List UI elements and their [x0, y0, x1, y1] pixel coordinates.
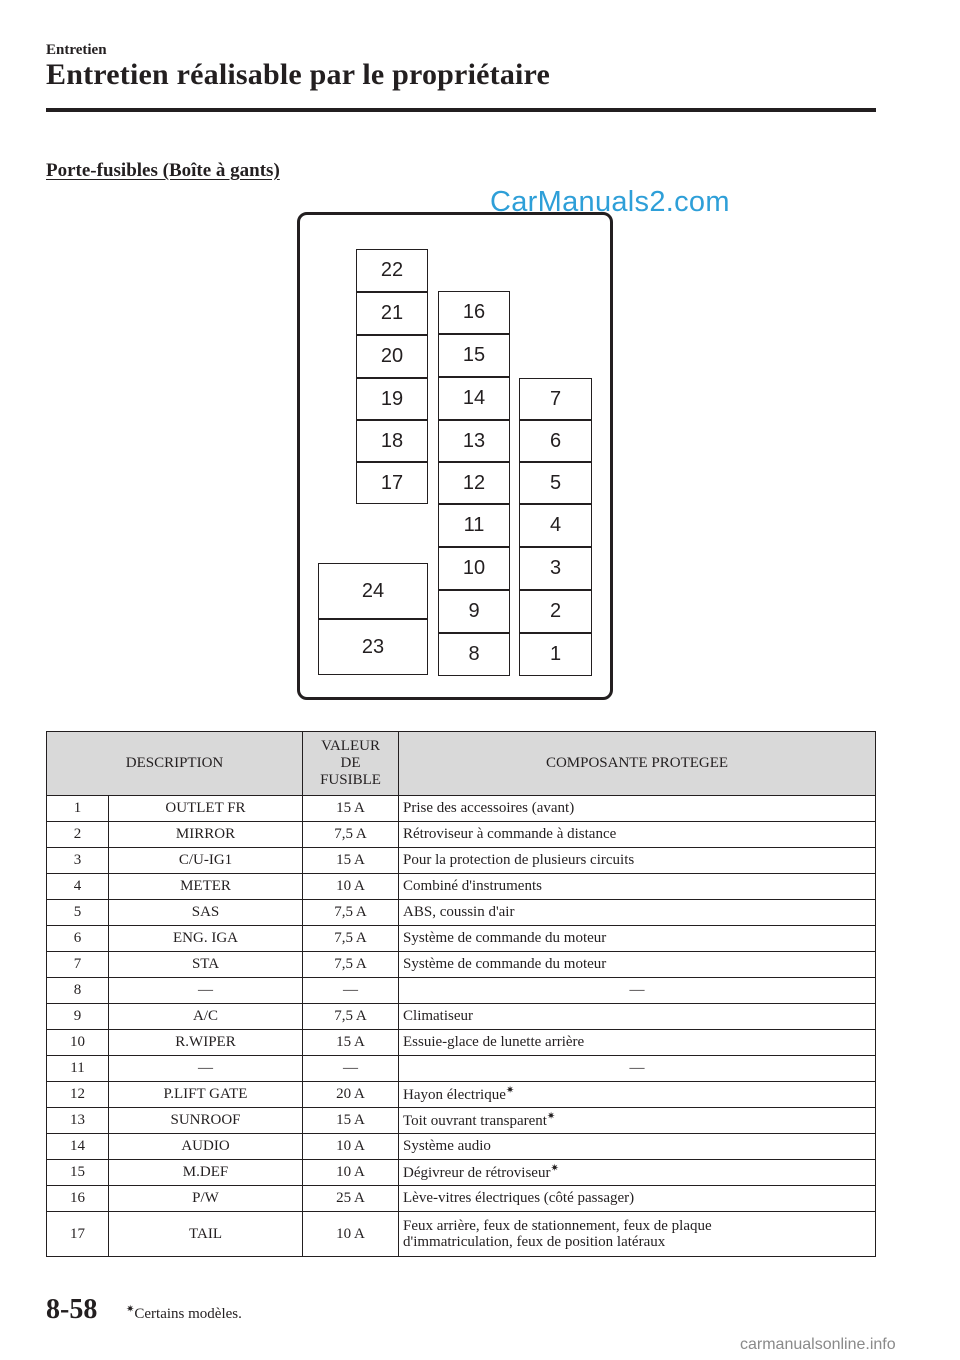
fuse-slot: 22: [356, 249, 428, 292]
fuse-number: 9: [47, 1004, 109, 1030]
protected-component: [399, 1056, 876, 1082]
fuse-number: 3: [47, 848, 109, 874]
protected-component: [399, 1134, 876, 1160]
header-value-line3: FUSIBLE: [320, 772, 381, 789]
table-row: [47, 1108, 876, 1134]
fuse-value: 10 A: [303, 874, 399, 900]
fuse-number: 6: [47, 926, 109, 952]
component-text: Rétroviseur à commande à distance: [403, 826, 617, 843]
table-row: [47, 900, 876, 926]
fuse-number: 8: [47, 978, 109, 1004]
table-row: [47, 822, 876, 848]
header-value-line2: DE: [340, 754, 361, 771]
fuse-number: 5: [47, 900, 109, 926]
fuse-number: 2: [47, 822, 109, 848]
component-text: —: [629, 982, 645, 999]
fuse-description: MIRROR: [109, 822, 303, 848]
fuse-slot: 23: [318, 619, 428, 675]
component-text: Lève-vitres électriques (côté passager): [403, 1190, 635, 1207]
table-row: [47, 952, 876, 978]
fuse-number: 16: [47, 1186, 109, 1212]
protected-component: [399, 926, 876, 952]
fuse-value: —: [303, 1056, 399, 1082]
protected-component: [399, 1160, 876, 1186]
fuse-value: 25 A: [303, 1186, 399, 1212]
fuse-description: A/C: [109, 1004, 303, 1030]
fuse-slot: 16: [438, 291, 510, 334]
table-row: [47, 1004, 876, 1030]
fuse-number: 12: [47, 1082, 109, 1108]
fuse-value: 15 A: [303, 796, 399, 822]
fuse-slot: 7: [519, 378, 592, 420]
fuse-description: STA: [109, 952, 303, 978]
fuse-description: C/U-IG1: [109, 848, 303, 874]
component-text: Système de commande du moteur: [403, 930, 607, 947]
watermark: CarManuals2.com: [490, 186, 730, 218]
header-value-line1: VALEUR: [321, 737, 380, 754]
fuse-value: —: [303, 978, 399, 1004]
fuse-value: 10 A: [303, 1212, 399, 1257]
table-row: [47, 1212, 876, 1257]
footnote: [126, 1304, 242, 1323]
component-text: Système de commande du moteur: [403, 956, 607, 973]
fuse-description: P.LIFT GATE: [109, 1082, 303, 1108]
fuse-slot: 14: [438, 377, 510, 420]
page-title: Entretien réalisable par le propriétaire: [46, 58, 551, 91]
table-row: [47, 1186, 876, 1212]
protected-component: [399, 874, 876, 900]
fuse-description: SAS: [109, 900, 303, 926]
component-text: Climatiseur: [403, 1008, 474, 1025]
protected-component: [399, 848, 876, 874]
fuse-slot: 8: [438, 633, 510, 676]
table-row: [47, 1134, 876, 1160]
fuse-slot: 5: [519, 462, 592, 504]
protected-component: [399, 952, 876, 978]
protected-component: [399, 978, 876, 1004]
fuse-slot: 20: [356, 335, 428, 378]
component-text: Dégivreur de rétroviseur: [403, 1165, 551, 1182]
optional-star-mark: ✷: [546, 1111, 556, 1123]
protected-component: [399, 1082, 876, 1108]
fuse-description: R.WIPER: [109, 1030, 303, 1056]
fuse-value: 10 A: [303, 1134, 399, 1160]
fuse-value: 15 A: [303, 848, 399, 874]
fuse-value: 20 A: [303, 1082, 399, 1108]
fuse-description: METER: [109, 874, 303, 900]
component-text: Prise des accessoires (avant): [403, 800, 575, 817]
fuse-value: 7,5 A: [303, 926, 399, 952]
protected-component: [399, 1030, 876, 1056]
fuse-description: TAIL: [109, 1212, 303, 1257]
fuse-table: [46, 731, 876, 1257]
component-text: Feux arrière, feux de stationnement, feux de plaque: [403, 1217, 712, 1234]
protected-component: [399, 900, 876, 926]
optional-star-mark: ✷: [550, 1163, 559, 1175]
fuse-value: 10 A: [303, 1160, 399, 1186]
protected-component: [399, 1004, 876, 1030]
header-description: DESCRIPTION: [47, 732, 303, 796]
protected-component: [399, 1212, 876, 1257]
fuse-slot: 12: [438, 462, 510, 504]
footer-site: carmanualsonline.info: [740, 1336, 896, 1353]
fuse-slot: 11: [438, 504, 510, 547]
component-text: —: [629, 1060, 645, 1077]
page-number: 8-58: [46, 1294, 98, 1325]
table-row: [47, 1082, 876, 1108]
footnote-text: Certains modèles.: [134, 1306, 242, 1322]
component-text: Toit ouvrant transparent: [403, 1113, 547, 1130]
fuse-slot: 18: [356, 420, 428, 462]
optional-star-mark: ✷: [505, 1085, 515, 1097]
fuse-slot: 15: [438, 334, 510, 377]
table-row: [47, 926, 876, 952]
fuse-number: 13: [47, 1108, 109, 1134]
fuse-slot: 4: [519, 504, 592, 547]
component-text-line2: d'immatriculation, feux de position latéraux: [403, 1234, 666, 1250]
fuse-number: 17: [47, 1212, 109, 1257]
fuse-description: ENG. IGA: [109, 926, 303, 952]
protected-component: [399, 796, 876, 822]
component-text: Hayon électrique: [403, 1087, 506, 1104]
fuse-number: 7: [47, 952, 109, 978]
fuse-description: SUNROOF: [109, 1108, 303, 1134]
fuse-value: 7,5 A: [303, 822, 399, 848]
fuse-slot: 19: [356, 378, 428, 420]
footnote-star: ✷: [126, 1304, 135, 1315]
fuse-value: 7,5 A: [303, 900, 399, 926]
table-row: [47, 1160, 876, 1186]
fuse-description: P/W: [109, 1186, 303, 1212]
component-text: Pour la protection de plusieurs circuits: [403, 852, 635, 869]
component-text: Essuie-glace de lunette arrière: [403, 1034, 585, 1051]
fuse-block-heading: Porte-fusibles (Boîte à gants): [46, 160, 280, 181]
fuse-number: 15: [47, 1160, 109, 1186]
fuse-description: AUDIO: [109, 1134, 303, 1160]
fuse-description: M.DEF: [109, 1160, 303, 1186]
table-row: [47, 796, 876, 822]
fuse-number: 11: [47, 1056, 109, 1082]
header-fuse-value: [303, 732, 399, 796]
fuse-slot: 17: [356, 462, 428, 504]
fuse-description: —: [109, 1056, 303, 1082]
fuse-value: 15 A: [303, 1030, 399, 1056]
table-header-row: [47, 732, 876, 796]
fuse-slot: 24: [318, 563, 428, 619]
section-label: Entretien: [46, 42, 107, 58]
protected-component: [399, 1108, 876, 1134]
fuse-slot: 2: [519, 590, 592, 633]
protected-component: [399, 1186, 876, 1212]
fuse-number: 10: [47, 1030, 109, 1056]
table-row: [47, 848, 876, 874]
fuse-number: 4: [47, 874, 109, 900]
component-text: Combiné d'instruments: [403, 878, 542, 895]
fuse-slot: 1: [519, 633, 592, 676]
component-text: Système audio: [403, 1138, 491, 1155]
fuse-value: 7,5 A: [303, 1004, 399, 1030]
table-row: [47, 978, 876, 1004]
fuse-slot: 6: [519, 420, 592, 462]
fuse-slot: 9: [438, 590, 510, 633]
fuse-slot: 10: [438, 547, 510, 590]
table-row: [47, 874, 876, 900]
fuse-value: 7,5 A: [303, 952, 399, 978]
header-component: COMPOSANTE PROTEGEE: [399, 732, 876, 796]
fuse-slot: 3: [519, 547, 592, 590]
table-row: [47, 1030, 876, 1056]
fuse-number: 1: [47, 796, 109, 822]
fuse-description: OUTLET FR: [109, 796, 303, 822]
fuse-value: 15 A: [303, 1108, 399, 1134]
fuse-slot: 21: [356, 292, 428, 335]
protected-component: [399, 822, 876, 848]
fuse-number: 14: [47, 1134, 109, 1160]
fuse-description: —: [109, 978, 303, 1004]
fuse-slot: 13: [438, 420, 510, 462]
title-rule: [46, 108, 876, 112]
component-text: ABS, coussin d'air: [403, 904, 515, 921]
table-row: [47, 1056, 876, 1082]
